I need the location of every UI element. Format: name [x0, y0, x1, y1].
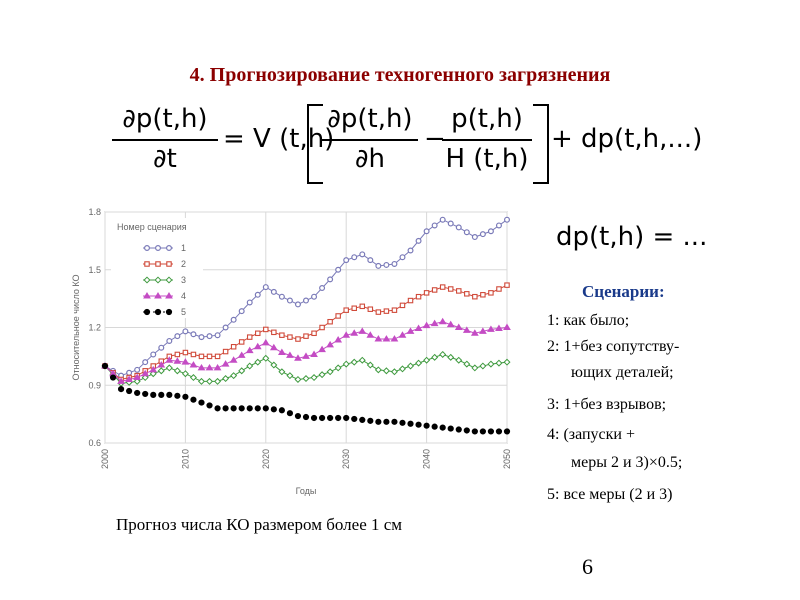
f1-numerator: ∂p(t,h)	[327, 104, 413, 134]
series-1-point	[135, 367, 140, 372]
series-5-point	[392, 419, 397, 424]
series-2-point	[344, 308, 348, 312]
series-5-point	[464, 428, 469, 433]
series-2-point	[296, 337, 300, 341]
series-1-point	[239, 309, 244, 314]
series-5-point	[118, 387, 123, 392]
series-2-point	[457, 289, 461, 293]
series-2-point	[248, 335, 252, 339]
scenario-line-4: 4: (запуски +	[547, 426, 636, 443]
legend-marker-1	[145, 246, 150, 251]
legend-label-3: 3	[181, 275, 187, 285]
legend-label-2: 2	[181, 259, 187, 269]
series-5-point	[287, 411, 292, 416]
series-1-point	[416, 238, 421, 243]
series-1-point	[497, 223, 502, 228]
series-5-point	[480, 429, 485, 434]
series-2-point	[432, 288, 436, 292]
series-1-point	[384, 263, 389, 268]
series-2-point	[368, 307, 372, 311]
series-1-point	[199, 335, 204, 340]
series-5-point	[295, 413, 300, 418]
series-2-point	[264, 327, 268, 331]
series-1-point	[472, 235, 477, 240]
series-5-point	[311, 415, 316, 420]
series-1-point	[271, 289, 276, 294]
series-5-point	[199, 400, 204, 405]
series-1-point	[480, 232, 485, 237]
formula-tail: + dp(t,h,...)	[551, 124, 703, 154]
series-5-point	[183, 394, 188, 399]
series-1-point	[151, 352, 156, 357]
series-2-point	[473, 295, 477, 299]
series-1-point	[223, 325, 228, 330]
legend-box	[111, 218, 203, 318]
legend-marker-1	[156, 246, 161, 251]
x-tick-label: 2040	[421, 449, 432, 470]
f2-numerator: p(t,h)	[451, 104, 523, 134]
series-1-point	[344, 258, 349, 263]
x-tick-label: 2010	[180, 449, 191, 470]
scenario-line-2b: ющих деталей;	[571, 364, 674, 381]
series-1-point	[255, 292, 260, 297]
series-1-point	[304, 298, 309, 303]
f1-denominator: ∂h	[355, 144, 385, 174]
series-2-point	[384, 309, 388, 313]
x-tick-label: 2000	[100, 449, 110, 470]
series-2-point	[288, 335, 292, 339]
series-2-point	[328, 320, 332, 324]
series-2-point	[183, 350, 187, 354]
series-2-point	[231, 345, 235, 349]
legend-marker-1	[167, 246, 172, 251]
series-2-point	[336, 314, 340, 318]
series-5-point	[255, 406, 260, 411]
series-1-point	[312, 294, 317, 299]
x-tick-label: 2030	[341, 449, 352, 470]
series-1-point	[408, 248, 413, 253]
series-2-point	[304, 334, 308, 338]
series-5-point	[303, 414, 308, 419]
legend-label-4: 4	[181, 291, 187, 301]
series-5-point	[368, 418, 373, 423]
series-1-point	[400, 255, 405, 260]
series-5-point	[456, 427, 461, 432]
legend-marker-5	[144, 309, 149, 314]
legend-label-5: 5	[181, 307, 187, 317]
series-1-point	[167, 339, 172, 344]
lhs-denominator: ∂t	[153, 144, 177, 174]
series-5-point	[336, 415, 341, 420]
series-1-point	[328, 277, 333, 282]
x-axis-label: Годы	[295, 486, 317, 496]
series-5-point	[504, 429, 509, 434]
series-5-point	[102, 363, 107, 368]
series-5-point	[110, 375, 115, 380]
series-2-point	[272, 330, 276, 334]
x-tick-label: 2050	[502, 449, 512, 470]
series-2-point	[191, 352, 195, 356]
series-1-point	[143, 360, 148, 365]
series-2-point	[352, 306, 356, 310]
series-5-point	[151, 392, 156, 397]
series-5-point	[432, 424, 437, 429]
series-1-point	[432, 223, 437, 228]
lhs-numerator: ∂p(t,h)	[122, 104, 208, 134]
legend-marker-2	[156, 262, 160, 266]
series-2-point	[360, 304, 364, 308]
series-5-point	[167, 392, 172, 397]
legend-title: Номер сценария	[117, 222, 187, 232]
y-tick-label: 1.5	[88, 264, 101, 275]
series-2-point	[207, 354, 211, 358]
page-number: 6	[582, 554, 593, 579]
series-2-point	[239, 340, 243, 344]
series-5-point	[239, 406, 244, 411]
legend-marker-5	[166, 309, 171, 314]
series-1-point	[448, 221, 453, 226]
series-5-point	[440, 425, 445, 430]
scenario-line-4b: меры 2 и 3)×0.5;	[571, 454, 683, 471]
series-5-point	[207, 403, 212, 408]
series-1-point	[127, 370, 132, 375]
f1-fraction-bar	[322, 139, 418, 141]
scenario-line-1: 1: как было;	[547, 312, 630, 329]
series-1-point	[247, 300, 252, 305]
y-tick-label: 1.8	[88, 207, 101, 217]
minus-sign: −	[424, 124, 446, 154]
series-2-point	[280, 333, 284, 337]
series-1-point	[320, 286, 325, 291]
y-tick-label: 1.2	[88, 322, 101, 333]
legend-label-1: 1	[181, 243, 187, 253]
series-1-point	[456, 225, 461, 230]
series-5-point	[159, 392, 164, 397]
series-2-point	[416, 295, 420, 299]
scenario-line-2: 2: 1+без сопутству-	[547, 338, 680, 355]
series-1-point	[183, 329, 188, 334]
series-1-point	[360, 252, 365, 257]
series-5-point	[143, 391, 148, 396]
series-1-point	[191, 332, 196, 337]
series-5-point	[400, 420, 405, 425]
series-2-point	[489, 291, 493, 295]
series-2-point	[223, 349, 227, 353]
series-1-point	[440, 217, 445, 222]
series-1-point	[159, 345, 164, 350]
legend-marker-5	[155, 309, 160, 314]
series-2-point	[424, 291, 428, 295]
series-1-point	[263, 285, 268, 290]
series-5-point	[271, 407, 276, 412]
series-5-point	[279, 408, 284, 413]
series-1-point	[376, 264, 381, 269]
series-1-point	[464, 230, 469, 235]
series-5-point	[352, 416, 357, 421]
f2-fraction-bar	[442, 139, 532, 141]
series-1-point	[296, 302, 301, 307]
series-1-point	[392, 262, 397, 267]
series-5-point	[472, 429, 477, 434]
series-5-point	[360, 417, 365, 422]
series-5-point	[448, 426, 453, 431]
equals-v: = V (t,h)	[223, 124, 335, 154]
lhs-fraction-bar	[112, 139, 218, 141]
scenarios-title: Сценарии:	[582, 282, 665, 301]
right-bracket	[533, 104, 549, 184]
series-1-point	[489, 229, 494, 234]
series-1-point	[368, 258, 373, 263]
series-5-point	[384, 419, 389, 424]
series-5-point	[344, 415, 349, 420]
chart-caption: Прогноз числа КО размером более 1 см	[116, 515, 403, 534]
series-1-point	[505, 217, 510, 222]
series-2-point	[199, 354, 203, 358]
series-5-point	[215, 406, 220, 411]
series-5-point	[424, 423, 429, 428]
series-1-point	[336, 267, 341, 272]
series-2-point	[312, 331, 316, 335]
series-5-point	[231, 406, 236, 411]
scenario-line-3: 3: 1+без взрывов;	[547, 396, 667, 413]
y-tick-label: 0.6	[88, 438, 101, 448]
series-2-point	[376, 310, 380, 314]
series-1-point	[288, 298, 293, 303]
f2-denominator: H (t,h)	[445, 144, 529, 174]
series-5-point	[496, 429, 501, 434]
series-5-point	[416, 422, 421, 427]
y-axis-label: Относительное число КО	[71, 274, 81, 381]
series-2-point	[408, 298, 412, 302]
series-2-point	[215, 354, 219, 358]
series-5-point	[488, 429, 493, 434]
series-5-point	[328, 415, 333, 420]
series-5-point	[247, 406, 252, 411]
series-5-point	[263, 406, 268, 411]
series-2-point	[505, 283, 509, 287]
legend-marker-2	[167, 262, 171, 266]
x-tick-label: 2020	[260, 449, 271, 470]
series-5-point	[408, 421, 413, 426]
series-2-point	[497, 287, 501, 291]
series-2-point	[440, 285, 444, 289]
series-5-point	[127, 388, 132, 393]
series-2-point	[400, 303, 404, 307]
series-5-point	[376, 419, 381, 424]
slide-title: 4. Прогнозирование техногенного загрязнения	[189, 64, 611, 86]
dp-definition: dp(t,h) = ...	[556, 222, 708, 252]
legend-marker-2	[145, 262, 149, 266]
scenario-line-5: 5: все меры (2 и 3)	[547, 486, 673, 503]
series-2-point	[320, 325, 324, 329]
series-5-point	[175, 393, 180, 398]
forecast-chart	[70, 200, 510, 500]
series-2-point	[175, 352, 179, 356]
series-1-point	[207, 334, 212, 339]
series-5-point	[319, 415, 324, 420]
series-5-point	[223, 406, 228, 411]
series-1-point	[175, 334, 180, 339]
series-1-point	[352, 255, 357, 260]
series-2-point	[449, 287, 453, 291]
series-2-point	[465, 292, 469, 296]
series-2-point	[392, 308, 396, 312]
series-5-point	[135, 390, 140, 395]
series-2-point	[481, 293, 485, 297]
series-1-point	[279, 294, 284, 299]
series-2-point	[256, 331, 260, 335]
series-1-point	[215, 333, 220, 338]
y-tick-label: 0.9	[88, 380, 101, 391]
series-1-point	[231, 317, 236, 322]
series-5-point	[191, 397, 196, 402]
series-1-point	[424, 229, 429, 234]
